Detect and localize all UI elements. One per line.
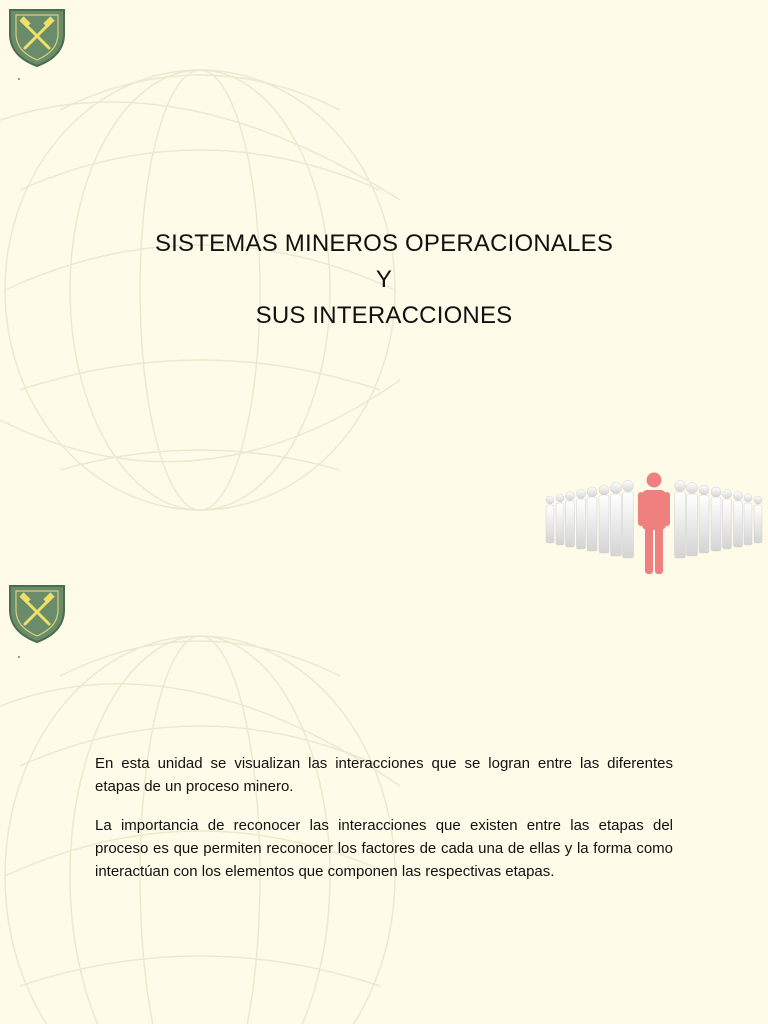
content-slide — [0, 576, 768, 1024]
mining-crest-logo — [6, 4, 68, 68]
paragraph-1: En esta unidad se visualizan las interacciones que se logran entre las diferentes etapas de un proceso minero. — [95, 755, 673, 795]
body-text — [95, 752, 673, 899]
highlighted-person-icon — [638, 473, 670, 575]
mining-crest-logo — [6, 580, 68, 644]
title-line-1: SISTEMAS MINEROS OPERACIONALES — [154, 230, 614, 257]
title-line-2: Y — [375, 266, 393, 293]
paragraph-2: La importancia de reconocer las interacciones que existen entre las etapas del proceso es que permiten reconocer los factores de cada una de ellas y la forma como interactúan con los elementos que componen las respectivas etapas. — [95, 817, 673, 880]
title-line-3: SUS INTERACCIONES — [255, 302, 513, 329]
crowd-with-highlighted-person-icon — [540, 468, 768, 576]
slide-title — [0, 226, 768, 334]
